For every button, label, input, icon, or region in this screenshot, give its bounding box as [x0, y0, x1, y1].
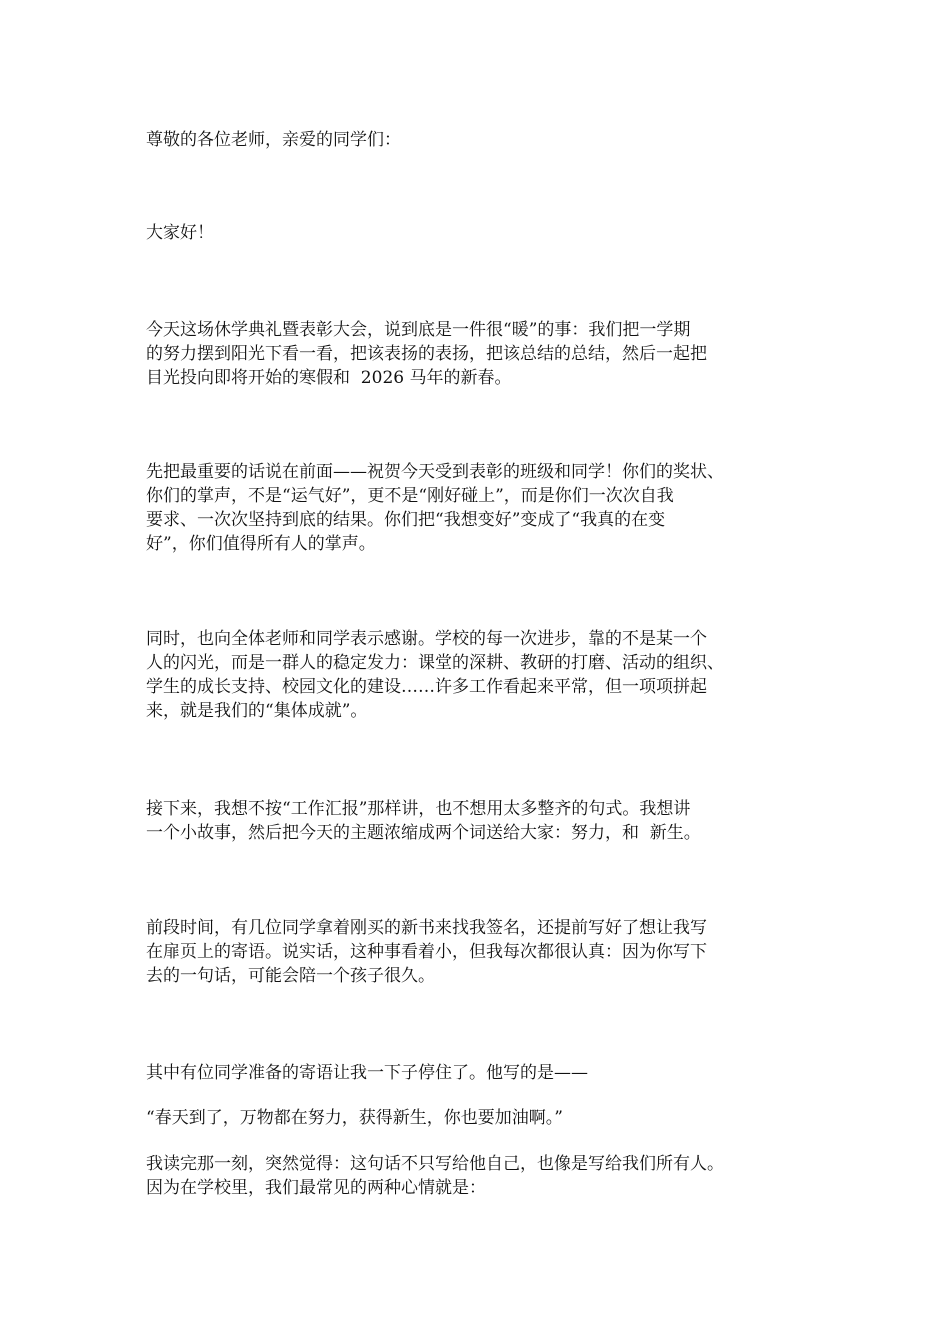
paragraph-line: 接下来，我想不按“工作汇报”那样讲，也不想用太多整齐的句式。我想讲 — [146, 799, 691, 819]
paragraph-line: 学生的成长支持、校园文化的建设……许多工作看起来平常，但一项项拼起 — [146, 677, 707, 697]
hello-line: 大家好！ — [146, 223, 214, 243]
paragraph-line: 的努力摆到阳光下看一看，把该表扬的表扬，把该总结的总结，然后一起把 — [146, 344, 707, 364]
greeting-line: 尊敬的各位老师，亲爱的同学们： — [146, 130, 401, 150]
paragraph-line: 要求、一次次坚持到底的结果。你们把“我想变好”变成了“我真的在变 — [146, 510, 666, 530]
quote-line: “春天到了，万物都在努力，获得新生，你也要加油啊。” — [146, 1108, 563, 1128]
paragraph-line: 在扉页上的寄语。说实话，这种事看着小，但我每次都很认真：因为你写下 — [146, 942, 707, 962]
paragraph-line: 因为在学校里，我们最常见的两种心情就是： — [146, 1178, 486, 1198]
paragraph-line: 去的一句话，可能会陪一个孩子很久。 — [146, 966, 435, 986]
paragraph-line: 好”，你们值得所有人的掌声。 — [146, 534, 376, 554]
paragraph-line: 我读完那一刻，突然觉得：这句话不只写给他自己，也像是写给我们所有人。 — [146, 1154, 724, 1174]
paragraph-line: 来，就是我们的“集体成就”。 — [146, 701, 368, 721]
paragraph-line: 人的闪光，而是一群人的稳定发力：课堂的深耕、教研的打磨、活动的组织、 — [146, 653, 724, 673]
paragraph-student-note: 其中有位同学准备的寄语让我一下子停住了。他写的是—— — [146, 1063, 588, 1083]
paragraph-line: 先把最重要的话说在前面——祝贺今天受到表彰的班级和同学！你们的奖状、 — [146, 462, 724, 482]
paragraph-line: 你们的掌声，不是“运气好”，更不是“刚好碰上”，而是你们一次次自我 — [146, 486, 674, 506]
paragraph-line: 目光投向即将开始的寒假和 2026 马年的新春。 — [146, 368, 512, 388]
paragraph-line: 同时，也向全体老师和同学表示感谢。学校的每一次进步，靠的不是某一个 — [146, 629, 707, 649]
paragraph-line: 一个小故事，然后把今天的主题浓缩成两个词送给大家：努力，和 新生。 — [146, 823, 701, 843]
paragraph-line: 前段时间，有几位同学拿着刚买的新书来找我签名，还提前写好了想让我写 — [146, 918, 707, 938]
paragraph-line: 今天这场休学典礼暨表彰大会，说到底是一件很“暖”的事：我们把一学期 — [146, 320, 691, 340]
